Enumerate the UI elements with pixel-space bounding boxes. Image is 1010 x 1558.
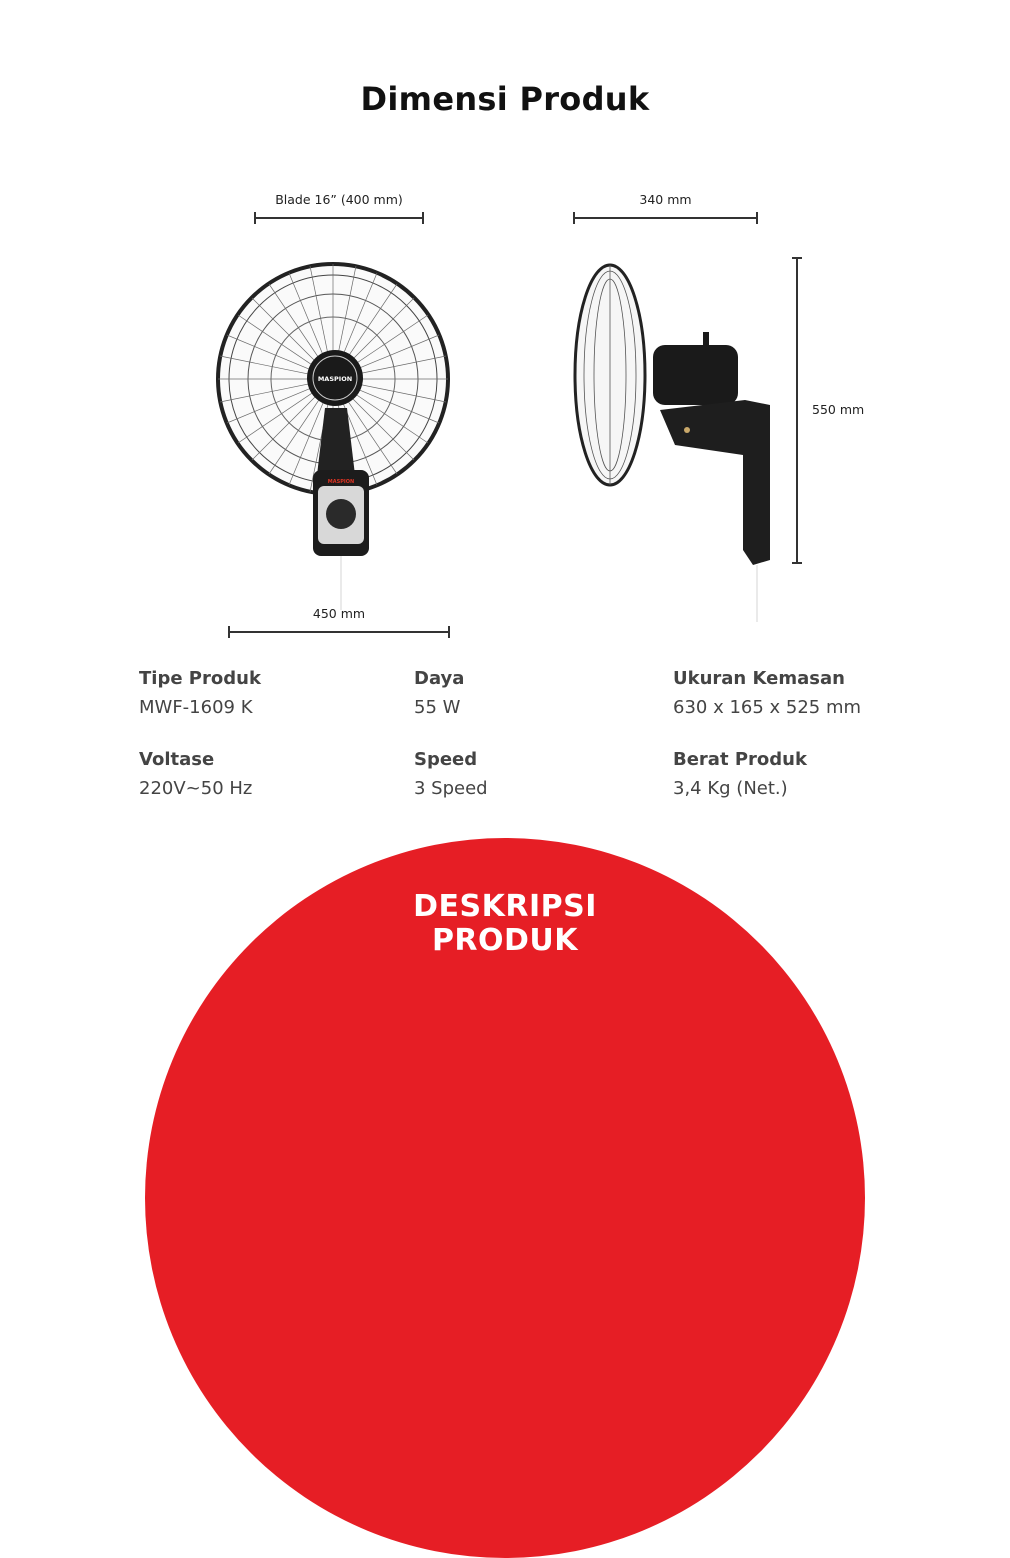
banner-line-1: DESKRIPSI xyxy=(413,889,597,924)
height-dimension-bar xyxy=(796,257,798,564)
spec-tipe-produk xyxy=(139,668,379,718)
brand-logo: MASPION xyxy=(317,375,353,383)
width-dimension-label: 450 mm xyxy=(312,606,366,621)
spec-daya xyxy=(414,668,654,718)
width-dimension-bar xyxy=(228,631,450,633)
spec-value: 3 Speed xyxy=(414,778,488,799)
fan-side-view-image xyxy=(565,250,785,630)
spec-berat-produk xyxy=(673,749,913,799)
spec-value: 220V~50 Hz xyxy=(139,778,253,799)
banner-text xyxy=(0,890,1010,958)
height-dimension-label: 550 mm xyxy=(812,402,865,417)
motor-housing xyxy=(653,345,738,405)
banner-line-2: PRODUK xyxy=(431,923,579,958)
spec-label: Speed xyxy=(414,749,478,770)
control-panel xyxy=(313,470,369,556)
fan-hub xyxy=(307,350,363,406)
spec-speed xyxy=(414,749,654,799)
blade-dimension-bar xyxy=(254,217,424,219)
spec-ukuran-kemasan xyxy=(673,668,933,718)
spec-label: Daya xyxy=(414,668,465,689)
spec-value: MWF-1609 K xyxy=(139,697,253,718)
panel-brand-logo: MASPION xyxy=(327,479,355,485)
page-title: Dimensi Produk xyxy=(360,80,650,118)
blade-dimension-label: Blade 16” (400 mm) xyxy=(275,192,403,207)
spec-value: 630 x 165 x 525 mm xyxy=(673,697,862,718)
fan-front-view-image xyxy=(205,250,465,625)
depth-dimension-bar xyxy=(573,217,758,219)
spec-voltase xyxy=(139,749,379,799)
depth-dimension-label: 340 mm xyxy=(639,192,692,207)
spec-value: 3,4 Kg (Net.) xyxy=(673,778,788,799)
spec-value: 55 W xyxy=(414,697,461,718)
speed-knob xyxy=(326,499,356,529)
spec-label: Ukuran Kemasan xyxy=(673,668,845,689)
spec-label: Berat Produk xyxy=(673,749,807,770)
wall-bracket xyxy=(660,400,770,565)
spec-label: Tipe Produk xyxy=(139,668,261,689)
spec-label: Voltase xyxy=(139,749,215,770)
